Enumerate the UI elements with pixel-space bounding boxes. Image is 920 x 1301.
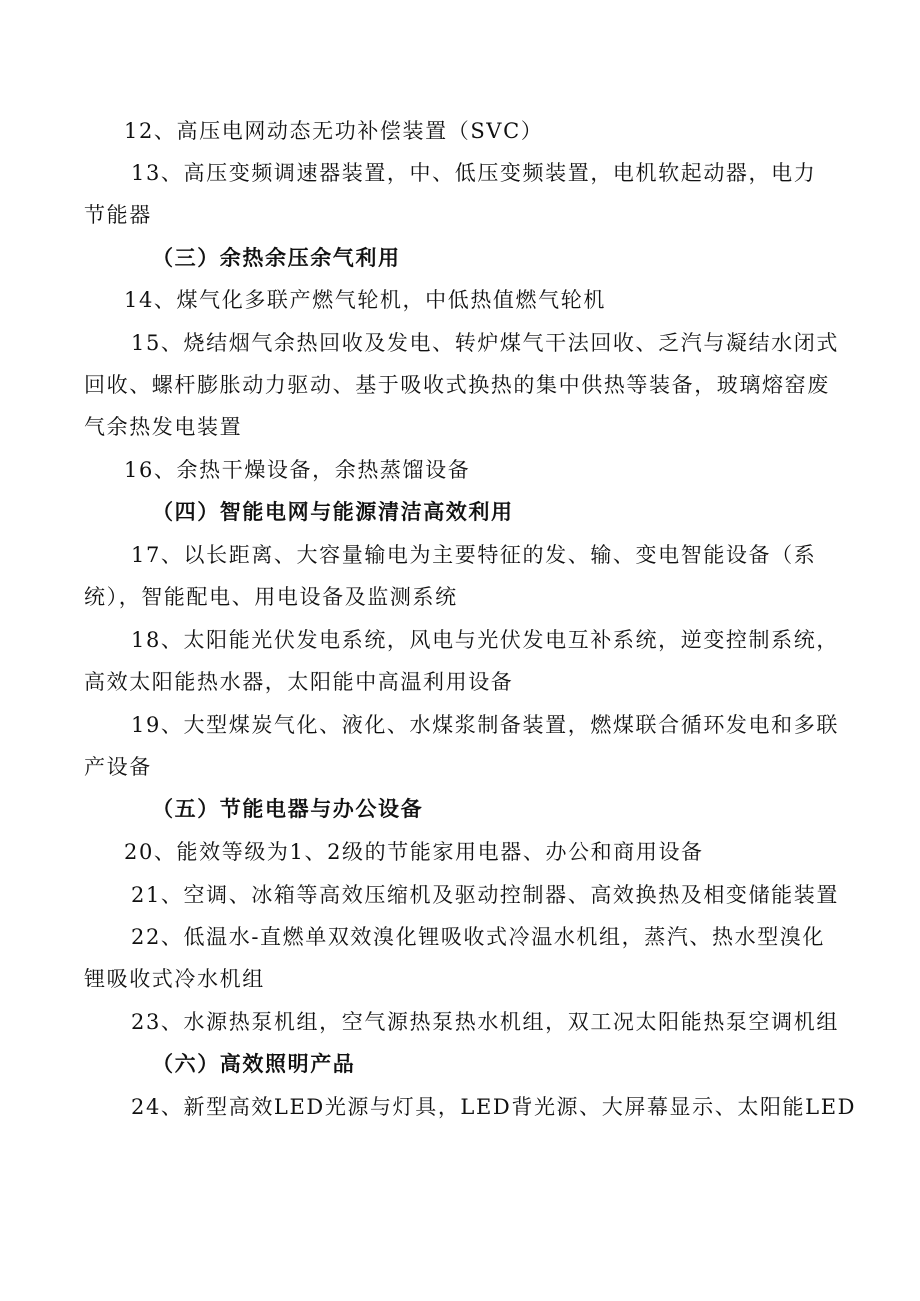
item-15-line-2: 回收、螺杆膨胀动力驱动、基于吸收式换热的集中供热等装备，玻璃熔窑废 xyxy=(84,373,830,397)
item-21-line-1: 21、空调、冰箱等高效压缩机及驱动控制器、高效换热及相变储能装置 xyxy=(131,883,839,907)
item-23-line-1: 23、水源热泵机组，空气源热泵热水机组，双工况太阳能热泵空调机组 xyxy=(131,1010,839,1034)
item-13-line-1: 13、高压变频调速器装置，中、低压变频装置，电机软起动器，电力 xyxy=(131,161,817,185)
section-heading-4: （四）智能电网与能源清洁高效利用 xyxy=(152,499,514,524)
item-20-line-1: 20、能效等级为1、2级的节能家用电器、办公和商用设备 xyxy=(124,840,704,864)
item-18-line-1: 18、太阳能光伏发电系统，风电与光伏发电互补系统，逆变控制系统， xyxy=(131,628,839,652)
item-17-line-2: 统），智能配电、用电设备及监测系统 xyxy=(84,585,458,609)
item-15-line-3: 气余热发电装置 xyxy=(84,415,243,439)
item-22-line-1: 22、低温水-直燃单双效溴化锂吸收式冷温水机组，蒸汽、热水型溴化 xyxy=(131,925,826,949)
item-12-line-1: 12、高压电网动态无功补偿装置（SVC） xyxy=(124,119,544,143)
item-19-line-2: 产设备 xyxy=(84,755,152,779)
item-16-line-1: 16、余热干燥设备，余热蒸馏设备 xyxy=(124,458,471,482)
item-15-line-1: 15、烧结烟气余热回收及发电、转炉煤气干法回收、乏汽与凝结水闭式 xyxy=(131,331,839,355)
item-24-line-1: 24、新型高效LED光源与灯具，LED背光源、大屏幕显示、太阳能LED xyxy=(131,1095,857,1119)
item-13-line-2: 节能器 xyxy=(84,203,152,227)
section-heading-3: （三）余热余压余气利用 xyxy=(152,245,401,270)
item-19-line-1: 19、大型煤炭气化、液化、水煤浆制备装置，燃煤联合循环发电和多联 xyxy=(131,713,839,737)
item-18-line-2: 高效太阳能热水器，太阳能中高温利用设备 xyxy=(84,670,514,694)
item-14-line-1: 14、煤气化多联产燃气轮机，中低热值燃气轮机 xyxy=(124,288,606,312)
item-22-line-2: 锂吸收式冷水机组 xyxy=(84,967,265,991)
section-heading-5: （五）节能电器与办公设备 xyxy=(152,796,424,821)
section-heading-6: （六）高效照明产品 xyxy=(152,1051,356,1076)
item-17-line-1: 17、以长距离、大容量输电为主要特征的发、输、变电智能设备（系 xyxy=(131,543,817,567)
